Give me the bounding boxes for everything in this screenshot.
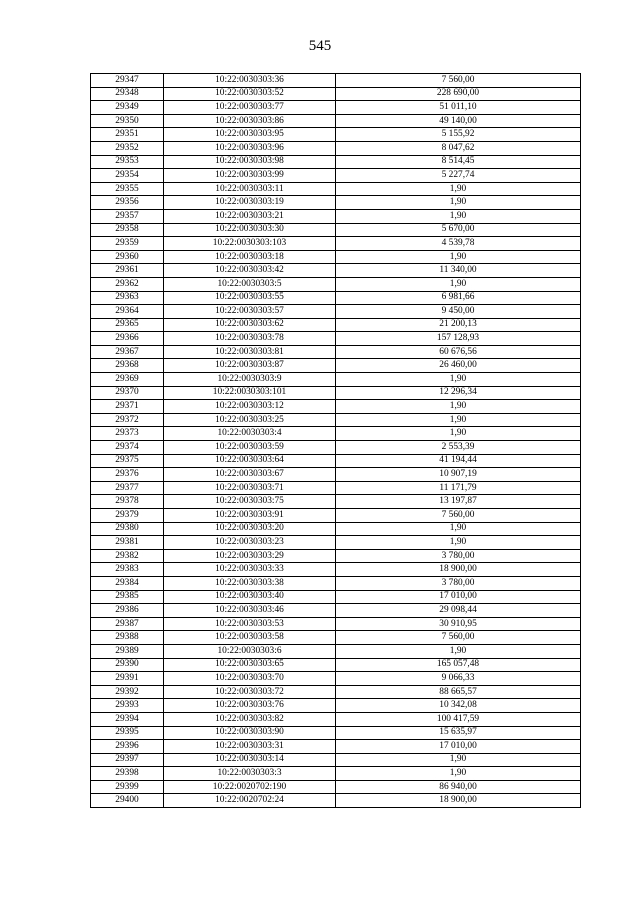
cadastral-number-cell: 10:22:0030303:58 bbox=[164, 631, 336, 645]
table-row bbox=[91, 373, 581, 387]
cadastral-number-cell: 10:22:0030303:4 bbox=[164, 427, 336, 441]
table-row bbox=[91, 305, 581, 319]
table-row bbox=[91, 169, 581, 183]
cadastral-number-cell: 10:22:0030303:75 bbox=[164, 495, 336, 509]
row-number-cell: 29352 bbox=[91, 141, 164, 155]
row-number-cell: 29349 bbox=[91, 101, 164, 115]
table-row bbox=[91, 413, 581, 427]
value-cell: 15 635,97 bbox=[336, 726, 581, 740]
table-row bbox=[91, 332, 581, 346]
row-number-cell: 29369 bbox=[91, 373, 164, 387]
row-number-cell: 29386 bbox=[91, 604, 164, 618]
row-number-cell: 29380 bbox=[91, 522, 164, 536]
row-number-cell: 29367 bbox=[91, 345, 164, 359]
cadastral-number-cell: 10:22:0030303:71 bbox=[164, 481, 336, 495]
row-number-cell: 29399 bbox=[91, 780, 164, 794]
table-row bbox=[91, 740, 581, 754]
row-number-cell: 29389 bbox=[91, 644, 164, 658]
value-cell: 17 010,00 bbox=[336, 740, 581, 754]
cadastral-number-cell: 10:22:0030303:3 bbox=[164, 767, 336, 781]
cadastral-number-cell: 10:22:0030303:62 bbox=[164, 318, 336, 332]
row-number-cell: 29394 bbox=[91, 712, 164, 726]
table-row bbox=[91, 141, 581, 155]
value-cell: 5 227,74 bbox=[336, 169, 581, 183]
table-row bbox=[91, 155, 581, 169]
table-row bbox=[91, 481, 581, 495]
row-number-cell: 29356 bbox=[91, 196, 164, 210]
value-cell: 228 690,00 bbox=[336, 87, 581, 101]
value-cell: 49 140,00 bbox=[336, 114, 581, 128]
value-cell: 3 780,00 bbox=[336, 549, 581, 563]
row-number-cell: 29377 bbox=[91, 481, 164, 495]
table-row bbox=[91, 468, 581, 482]
value-cell: 8 514,45 bbox=[336, 155, 581, 169]
value-cell: 8 047,62 bbox=[336, 141, 581, 155]
value-cell: 29 098,44 bbox=[336, 604, 581, 618]
value-cell: 1,90 bbox=[336, 753, 581, 767]
table-row bbox=[91, 549, 581, 563]
row-number-cell: 29363 bbox=[91, 291, 164, 305]
value-cell: 2 553,39 bbox=[336, 441, 581, 455]
table-row bbox=[91, 726, 581, 740]
table-row bbox=[91, 114, 581, 128]
value-cell: 21 200,13 bbox=[336, 318, 581, 332]
cadastral-number-cell: 10:22:0030303:31 bbox=[164, 740, 336, 754]
table-row bbox=[91, 128, 581, 142]
cadastral-number-cell: 10:22:0030303:77 bbox=[164, 101, 336, 115]
row-number-cell: 29397 bbox=[91, 753, 164, 767]
cadastral-number-cell: 10:22:0030303:20 bbox=[164, 522, 336, 536]
value-cell: 1,90 bbox=[336, 644, 581, 658]
table-row bbox=[91, 345, 581, 359]
cadastral-number-cell: 10:22:0030303:52 bbox=[164, 87, 336, 101]
row-number-cell: 29392 bbox=[91, 685, 164, 699]
value-cell: 11 340,00 bbox=[336, 264, 581, 278]
value-cell: 41 194,44 bbox=[336, 454, 581, 468]
cadastral-number-cell: 10:22:0030303:11 bbox=[164, 182, 336, 196]
value-cell: 100 417,59 bbox=[336, 712, 581, 726]
table-row bbox=[91, 427, 581, 441]
page-number: 545 bbox=[308, 38, 332, 54]
value-cell: 10 342,08 bbox=[336, 699, 581, 713]
cadastral-number-cell: 10:22:0030303:96 bbox=[164, 141, 336, 155]
table-row bbox=[91, 767, 581, 781]
value-cell: 18 900,00 bbox=[336, 563, 581, 577]
row-number-cell: 29381 bbox=[91, 536, 164, 550]
table-row bbox=[91, 780, 581, 794]
table-row bbox=[91, 604, 581, 618]
table-row bbox=[91, 563, 581, 577]
cadastral-number-cell: 10:22:0030303:29 bbox=[164, 549, 336, 563]
value-cell: 5 155,92 bbox=[336, 128, 581, 142]
cadastral-number-cell: 10:22:0030303:12 bbox=[164, 400, 336, 414]
row-number-cell: 29370 bbox=[91, 386, 164, 400]
cadastral-number-cell: 10:22:0030303:30 bbox=[164, 223, 336, 237]
cadastral-number-cell: 10:22:0020702:190 bbox=[164, 780, 336, 794]
row-number-cell: 29347 bbox=[91, 74, 164, 88]
row-number-cell: 29387 bbox=[91, 617, 164, 631]
cadastral-number-cell: 10:22:0030303:23 bbox=[164, 536, 336, 550]
table-row bbox=[91, 223, 581, 237]
row-number-cell: 29359 bbox=[91, 237, 164, 251]
table-row bbox=[91, 74, 581, 88]
row-number-cell: 29350 bbox=[91, 114, 164, 128]
row-number-cell: 29400 bbox=[91, 794, 164, 808]
cadastral-number-cell: 10:22:0030303:95 bbox=[164, 128, 336, 142]
table-row bbox=[91, 522, 581, 536]
row-number-cell: 29379 bbox=[91, 509, 164, 523]
value-cell: 10 907,19 bbox=[336, 468, 581, 482]
row-number-cell: 29371 bbox=[91, 400, 164, 414]
cadastral-number-cell: 10:22:0030303:65 bbox=[164, 658, 336, 672]
value-cell: 1,90 bbox=[336, 182, 581, 196]
value-cell: 18 900,00 bbox=[336, 794, 581, 808]
table-row bbox=[91, 277, 581, 291]
row-number-cell: 29398 bbox=[91, 767, 164, 781]
value-cell: 7 560,00 bbox=[336, 509, 581, 523]
row-number-cell: 29357 bbox=[91, 209, 164, 223]
value-cell: 12 296,34 bbox=[336, 386, 581, 400]
table-row bbox=[91, 264, 581, 278]
table-row bbox=[91, 386, 581, 400]
cadastral-number-cell: 10:22:0030303:70 bbox=[164, 672, 336, 686]
table-row bbox=[91, 209, 581, 223]
cadastral-number-cell: 10:22:0030303:86 bbox=[164, 114, 336, 128]
value-cell: 4 539,78 bbox=[336, 237, 581, 251]
cadastral-number-cell: 10:22:0030303:5 bbox=[164, 277, 336, 291]
value-cell: 7 560,00 bbox=[336, 74, 581, 88]
value-cell: 17 010,00 bbox=[336, 590, 581, 604]
row-number-cell: 29355 bbox=[91, 182, 164, 196]
table-row bbox=[91, 644, 581, 658]
table-row bbox=[91, 359, 581, 373]
cadastral-number-cell: 10:22:0030303:33 bbox=[164, 563, 336, 577]
value-cell: 1,90 bbox=[336, 413, 581, 427]
table-body bbox=[91, 74, 581, 808]
value-cell: 1,90 bbox=[336, 373, 581, 387]
cadastral-number-cell: 10:22:0030303:101 bbox=[164, 386, 336, 400]
value-cell: 165 057,48 bbox=[336, 658, 581, 672]
row-number-cell: 29395 bbox=[91, 726, 164, 740]
cadastral-number-cell: 10:22:0030303:90 bbox=[164, 726, 336, 740]
value-cell: 86 940,00 bbox=[336, 780, 581, 794]
table-row bbox=[91, 672, 581, 686]
row-number-cell: 29368 bbox=[91, 359, 164, 373]
table-row bbox=[91, 400, 581, 414]
value-cell: 88 665,57 bbox=[336, 685, 581, 699]
row-number-cell: 29384 bbox=[91, 576, 164, 590]
value-cell: 1,90 bbox=[336, 196, 581, 210]
cadastral-number-cell: 10:22:0030303:53 bbox=[164, 617, 336, 631]
value-cell: 1,90 bbox=[336, 767, 581, 781]
row-number-cell: 29396 bbox=[91, 740, 164, 754]
cadastral-number-cell: 10:22:0030303:18 bbox=[164, 250, 336, 264]
table-row bbox=[91, 495, 581, 509]
row-number-cell: 29364 bbox=[91, 305, 164, 319]
cadastral-number-cell: 10:22:0030303:6 bbox=[164, 644, 336, 658]
table-row bbox=[91, 291, 581, 305]
row-number-cell: 29361 bbox=[91, 264, 164, 278]
table-row bbox=[91, 699, 581, 713]
cadastral-number-cell: 10:22:0030303:64 bbox=[164, 454, 336, 468]
row-number-cell: 29376 bbox=[91, 468, 164, 482]
value-cell: 3 780,00 bbox=[336, 576, 581, 590]
cadastral-number-cell: 10:22:0030303:36 bbox=[164, 74, 336, 88]
row-number-cell: 29374 bbox=[91, 441, 164, 455]
table-row bbox=[91, 196, 581, 210]
cadastral-number-cell: 10:22:0030303:9 bbox=[164, 373, 336, 387]
table-row bbox=[91, 576, 581, 590]
row-number-cell: 29385 bbox=[91, 590, 164, 604]
row-number-cell: 29378 bbox=[91, 495, 164, 509]
table-row bbox=[91, 87, 581, 101]
value-cell: 1,90 bbox=[336, 250, 581, 264]
row-number-cell: 29388 bbox=[91, 631, 164, 645]
row-number-cell: 29365 bbox=[91, 318, 164, 332]
table-row bbox=[91, 454, 581, 468]
value-cell: 1,90 bbox=[336, 427, 581, 441]
table-row bbox=[91, 509, 581, 523]
row-number-cell: 29393 bbox=[91, 699, 164, 713]
row-number-cell: 29375 bbox=[91, 454, 164, 468]
row-number-cell: 29390 bbox=[91, 658, 164, 672]
cadastral-number-cell: 10:22:0030303:91 bbox=[164, 509, 336, 523]
value-cell: 9 450,00 bbox=[336, 305, 581, 319]
row-number-cell: 29362 bbox=[91, 277, 164, 291]
row-number-cell: 29354 bbox=[91, 169, 164, 183]
row-number-cell: 29366 bbox=[91, 332, 164, 346]
table-row bbox=[91, 590, 581, 604]
value-cell: 1,90 bbox=[336, 536, 581, 550]
cadastral-number-cell: 10:22:0030303:19 bbox=[164, 196, 336, 210]
cadastral-number-cell: 10:22:0020702:24 bbox=[164, 794, 336, 808]
cadastral-number-cell: 10:22:0030303:25 bbox=[164, 413, 336, 427]
row-number-cell: 29351 bbox=[91, 128, 164, 142]
cadastral-number-cell: 10:22:0030303:42 bbox=[164, 264, 336, 278]
cadastral-number-cell: 10:22:0030303:14 bbox=[164, 753, 336, 767]
value-cell: 157 128,93 bbox=[336, 332, 581, 346]
value-cell: 1,90 bbox=[336, 277, 581, 291]
value-cell: 51 011,10 bbox=[336, 101, 581, 115]
table-row bbox=[91, 658, 581, 672]
value-cell: 1,90 bbox=[336, 209, 581, 223]
cadastral-number-cell: 10:22:0030303:81 bbox=[164, 345, 336, 359]
row-number-cell: 29373 bbox=[91, 427, 164, 441]
table-row bbox=[91, 753, 581, 767]
value-cell: 9 066,33 bbox=[336, 672, 581, 686]
table-row bbox=[91, 631, 581, 645]
cadastral-number-cell: 10:22:0030303:82 bbox=[164, 712, 336, 726]
cadastral-number-cell: 10:22:0030303:40 bbox=[164, 590, 336, 604]
table-row bbox=[91, 441, 581, 455]
cadastral-number-cell: 10:22:0030303:21 bbox=[164, 209, 336, 223]
value-cell: 30 910,95 bbox=[336, 617, 581, 631]
value-cell: 60 676,56 bbox=[336, 345, 581, 359]
cadastral-number-cell: 10:22:0030303:59 bbox=[164, 441, 336, 455]
table-row bbox=[91, 101, 581, 115]
cadastral-number-cell: 10:22:0030303:76 bbox=[164, 699, 336, 713]
table-row bbox=[91, 182, 581, 196]
row-number-cell: 29391 bbox=[91, 672, 164, 686]
row-number-cell: 29360 bbox=[91, 250, 164, 264]
cadastral-number-cell: 10:22:0030303:67 bbox=[164, 468, 336, 482]
cadastral-number-cell: 10:22:0030303:103 bbox=[164, 237, 336, 251]
value-cell: 5 670,00 bbox=[336, 223, 581, 237]
value-cell: 1,90 bbox=[336, 522, 581, 536]
table-row bbox=[91, 250, 581, 264]
value-cell: 6 981,66 bbox=[336, 291, 581, 305]
cadastral-number-cell: 10:22:0030303:78 bbox=[164, 332, 336, 346]
value-cell: 13 197,87 bbox=[336, 495, 581, 509]
table-row bbox=[91, 617, 581, 631]
value-cell: 7 560,00 bbox=[336, 631, 581, 645]
value-cell: 11 171,79 bbox=[336, 481, 581, 495]
cadastral-number-cell: 10:22:0030303:46 bbox=[164, 604, 336, 618]
row-number-cell: 29348 bbox=[91, 87, 164, 101]
row-number-cell: 29353 bbox=[91, 155, 164, 169]
value-cell: 26 460,00 bbox=[336, 359, 581, 373]
row-number-cell: 29372 bbox=[91, 413, 164, 427]
table-row bbox=[91, 712, 581, 726]
value-cell: 1,90 bbox=[336, 400, 581, 414]
table-row bbox=[91, 536, 581, 550]
data-table bbox=[90, 73, 581, 808]
cadastral-number-cell: 10:22:0030303:98 bbox=[164, 155, 336, 169]
row-number-cell: 29383 bbox=[91, 563, 164, 577]
table-row bbox=[91, 685, 581, 699]
table-row bbox=[91, 237, 581, 251]
row-number-cell: 29382 bbox=[91, 549, 164, 563]
cadastral-number-cell: 10:22:0030303:55 bbox=[164, 291, 336, 305]
cadastral-number-cell: 10:22:0030303:99 bbox=[164, 169, 336, 183]
cadastral-number-cell: 10:22:0030303:57 bbox=[164, 305, 336, 319]
row-number-cell: 29358 bbox=[91, 223, 164, 237]
table-row bbox=[91, 318, 581, 332]
table-row bbox=[91, 794, 581, 808]
cadastral-number-cell: 10:22:0030303:72 bbox=[164, 685, 336, 699]
cadastral-number-cell: 10:22:0030303:38 bbox=[164, 576, 336, 590]
cadastral-number-cell: 10:22:0030303:87 bbox=[164, 359, 336, 373]
